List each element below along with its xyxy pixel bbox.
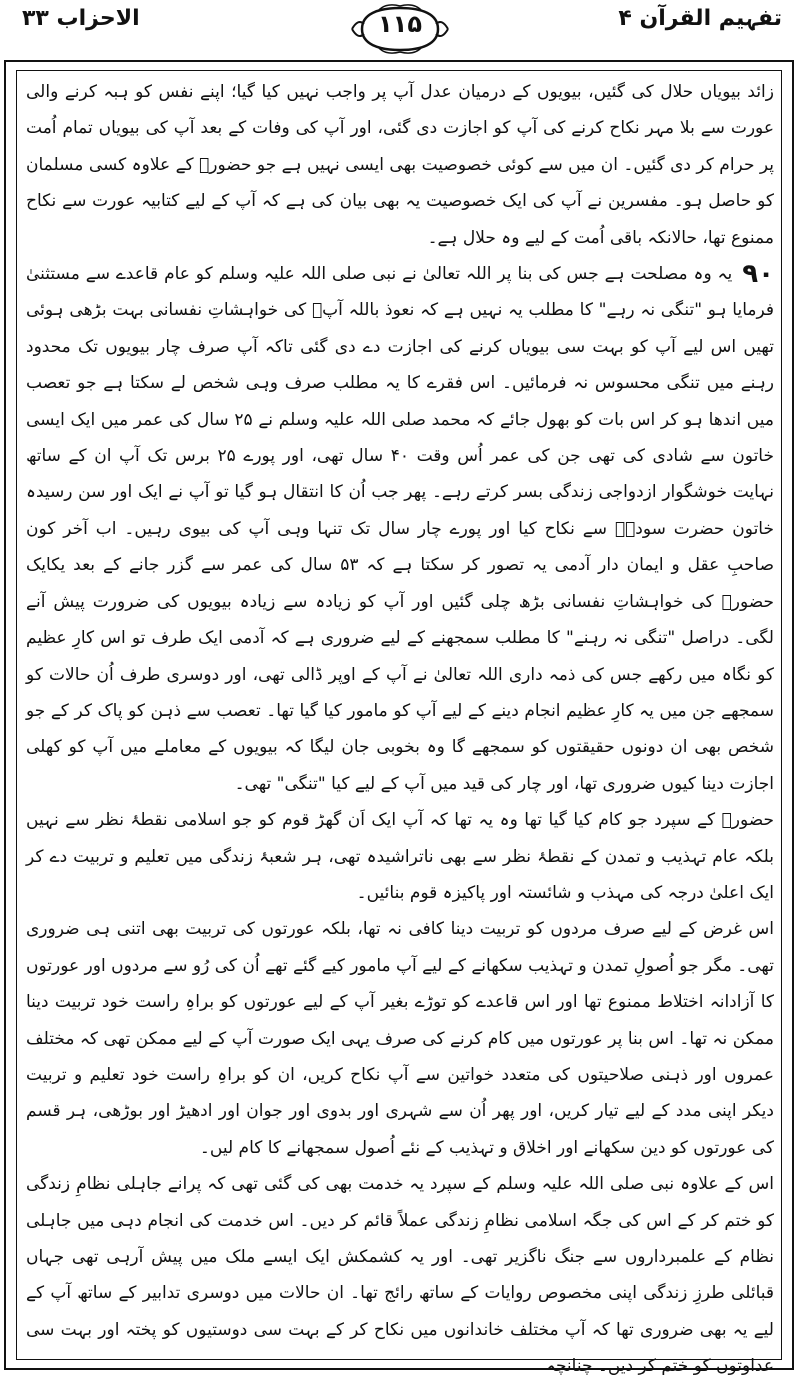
paragraph-5: اس کے علاوہ نبی صلی اللہ علیہ وسلم کے سپرد یہ خدمت بھی کی گئی تھی کہ پرانے جاہلی نظامِ زندگی کو ختم کر کے اس کی جگہ اسلامی نظامِ زندگی عملاً قائم کر دیں۔ اس خدمت کی انجام دہی میں جاہلی نظام کے علمبرداروں سے جنگ ناگزیر تھی۔ اور یہ کشمکش ایک ایسے ملک میں پیش آرہی تھی جہاں قبائلی طرزِ زندگی اپنی مخصوص روایات کے ساتھ رائج تھا۔ ان حالات میں دوسری تدابیر کے ساتھ آپ کے لیے یہ بھی ضروری تھا کہ آپ مختلف خاندانوں میں نکاح کر کے بہت سی دوستیوں کو پختہ اور بہت سی عداوتوں کو ختم کر دیں۔ چنانچہ — [26, 1174, 774, 1377]
paragraph-1: زائد بیویاں حلال کی گئیں، بیویوں کے درمیان عدل آپ پر واجب نہیں کیا گیا؛ اپنے نفس کو ہبہ کرنے والی عورت سے بلا مہر نکاح کرنے کی آپ کو اجازت دی گئی، اور آپ کی وفات کے بعد آپ کی بیویاں تمام اُمت پر حرام کر دی گئیں۔ ان میں سے کوئی خصوصیت بھی ایسی نہیں ہے جو حضورؐ کے علاوہ کسی مسلمان کو حاصل ہو۔ مفسرین نے آپ کی ایک خصوصیت یہ بھی بیان کی ہے کہ آپ کے لیے کتابیہ عورت سے نکاح ممنوع تھا، حالانکہ باقی اُمت کے لیے وہ حلال ہے۔ — [26, 82, 774, 248]
page-number-ornament — [348, 2, 452, 56]
page-number: ۱۱۵ — [378, 10, 422, 38]
surah-name: الاحزاب ۳۳ — [22, 6, 140, 31]
paragraph-2-text: یہ وہ مصلحت ہے جس کی بنا پر اللہ تعالیٰ نے نبی صلی اللہ علیہ وسلم کو عام قاعدے سے مستثنیٰ فرمایا ہو "تنگی نہ رہے" کا مطلب یہ نہیں ہے کہ نعوذ باللہ آپؐ کی خواہشاتِ نفسانی بہت بڑھی ہوئی تھیں اس لیے آپ کو بہت سی بیویاں کرنے کی اجازت دے دی گئی تاکہ آپ صرف چار بیویوں تک محدود رہنے میں تنگی محسوس نہ فرمائیں۔ اس فقرے کا یہ مطلب صرف وہی شخص لے سکتا ہے جو تعصب میں اندھا ہو کر اس بات کو بھول جائے کہ محمد صلی اللہ علیہ وسلم نے ۲۵ سال کی عمر میں ایک ایسی خاتون سے شادی کی تھی جن کی عمر اُس وقت ۴۰ سال تھی، اور پورے ۲۵ برس تک آپ ان کے ساتھ نہایت خوشگوار ازدواجی زندگی بسر کرتے رہے۔ پھر جب اُن کا انتقال ہو گیا تو آپ نے ایک اور سن رسیدہ خاتون حضرت سودہؓ سے نکاح کیا اور پورے چار سال تک تنہا وہی آپ کی بیوی رہیں۔ اب آخر کون صاحبِ عقل و ایمان دار آدمی یہ تصور کر سکتا ہے کہ ۵۳ سال کی عمر سے گزر جانے کے بعد یکایک حضورؐ کی خواہشاتِ نفسانی بڑھ چلی گئیں اور آپ کو زیادہ سے زیادہ بیویوں کی ضرورت پیش آنے لگی۔ دراصل "تنگی نہ رہنے" کا مطلب سمجھنے کے لیے ضروری ہے کہ آدمی ایک طرف تو اس کارِ عظیم کو نگاہ میں رکھے جس کی ذمہ داری اللہ تعالیٰ نے آپ کے اوپر ڈالی تھی، اور دوسری طرف اُن حالات کو سمجھے جن میں یہ کارِ عظیم انجام دینے کے لیے آپ کو مامور کیا گیا تھا۔ تعصب سے ذہن کو پاک کر کے جو شخص بھی ان دونوں حقیقتوں کو سمجھے گا وہ بخوبی جان لیگا کہ بیویوں کے معاملے میں آپ کو کھلی اجازت دینا کیوں ضروری تھا، اور چار کی قید میں آپ کے لیے کیا "تنگی" تھی۔ — [26, 264, 774, 794]
book-title: تفہیم القرآن ۴ — [618, 6, 782, 31]
paragraph-2 — [26, 256, 774, 802]
paragraph-3: حضورؐ کے سپرد جو کام کیا گیا تھا وہ یہ تھا کہ آپ ایک اَن گھڑ قوم کو جو اسلامی نقطۂ نظر سے نہیں بلکہ عام تہذیب و تمدن کے نقطۂ نظر سے بھی ناتراشیدہ تھی، ہر شعبۂ زندگی میں تعلیم و تربیت دے کر ایک اعلیٰ درجہ کی مہذب و شائستہ اور پاکیزہ قوم بنائیں۔ — [26, 810, 774, 903]
page-header — [0, 0, 800, 58]
footnote-marker: ۹۰ — [742, 259, 774, 290]
paragraph-4: اس غرض کے لیے صرف مردوں کو تربیت دینا کافی نہ تھا، بلکہ عورتوں کی تربیت بھی اتنی ہی ضروری تھی۔ مگر جو اُصولِ تمدن و تہذیب سکھانے کے لیے آپ مامور کیے گئے تھے اُن کی رُو سے مردوں اور عورتوں کا آزادانہ اختلاط ممنوع تھا اور اس قاعدے کو توڑے بغیر آپ کے لیے عورتوں کو براہِ راست خود تربیت دینا ممکن نہ تھا۔ اس بنا پر عورتوں میں کام کرنے کی صرف یہی ایک صورت آپ کے لیے ممکن تھی کہ مختلف عمروں اور ذہنی صلاحیتوں کی متعدد خواتین سے آپ نکاح کریں، ان کو براہِ راست خود تعلیم و تربیت دیکر اپنی مدد کے لیے تیار کریں، اور پھر اُن سے شہری اور بدوی اور جوان اور ادھیڑ اور بوڑھی، ہر قسم کی عورتوں کو دین سکھانے اور اخلاق و تہذیب کے نئے اُصول سمجھانے کا کام لیں۔ — [26, 919, 774, 1158]
main-text — [26, 74, 774, 1377]
